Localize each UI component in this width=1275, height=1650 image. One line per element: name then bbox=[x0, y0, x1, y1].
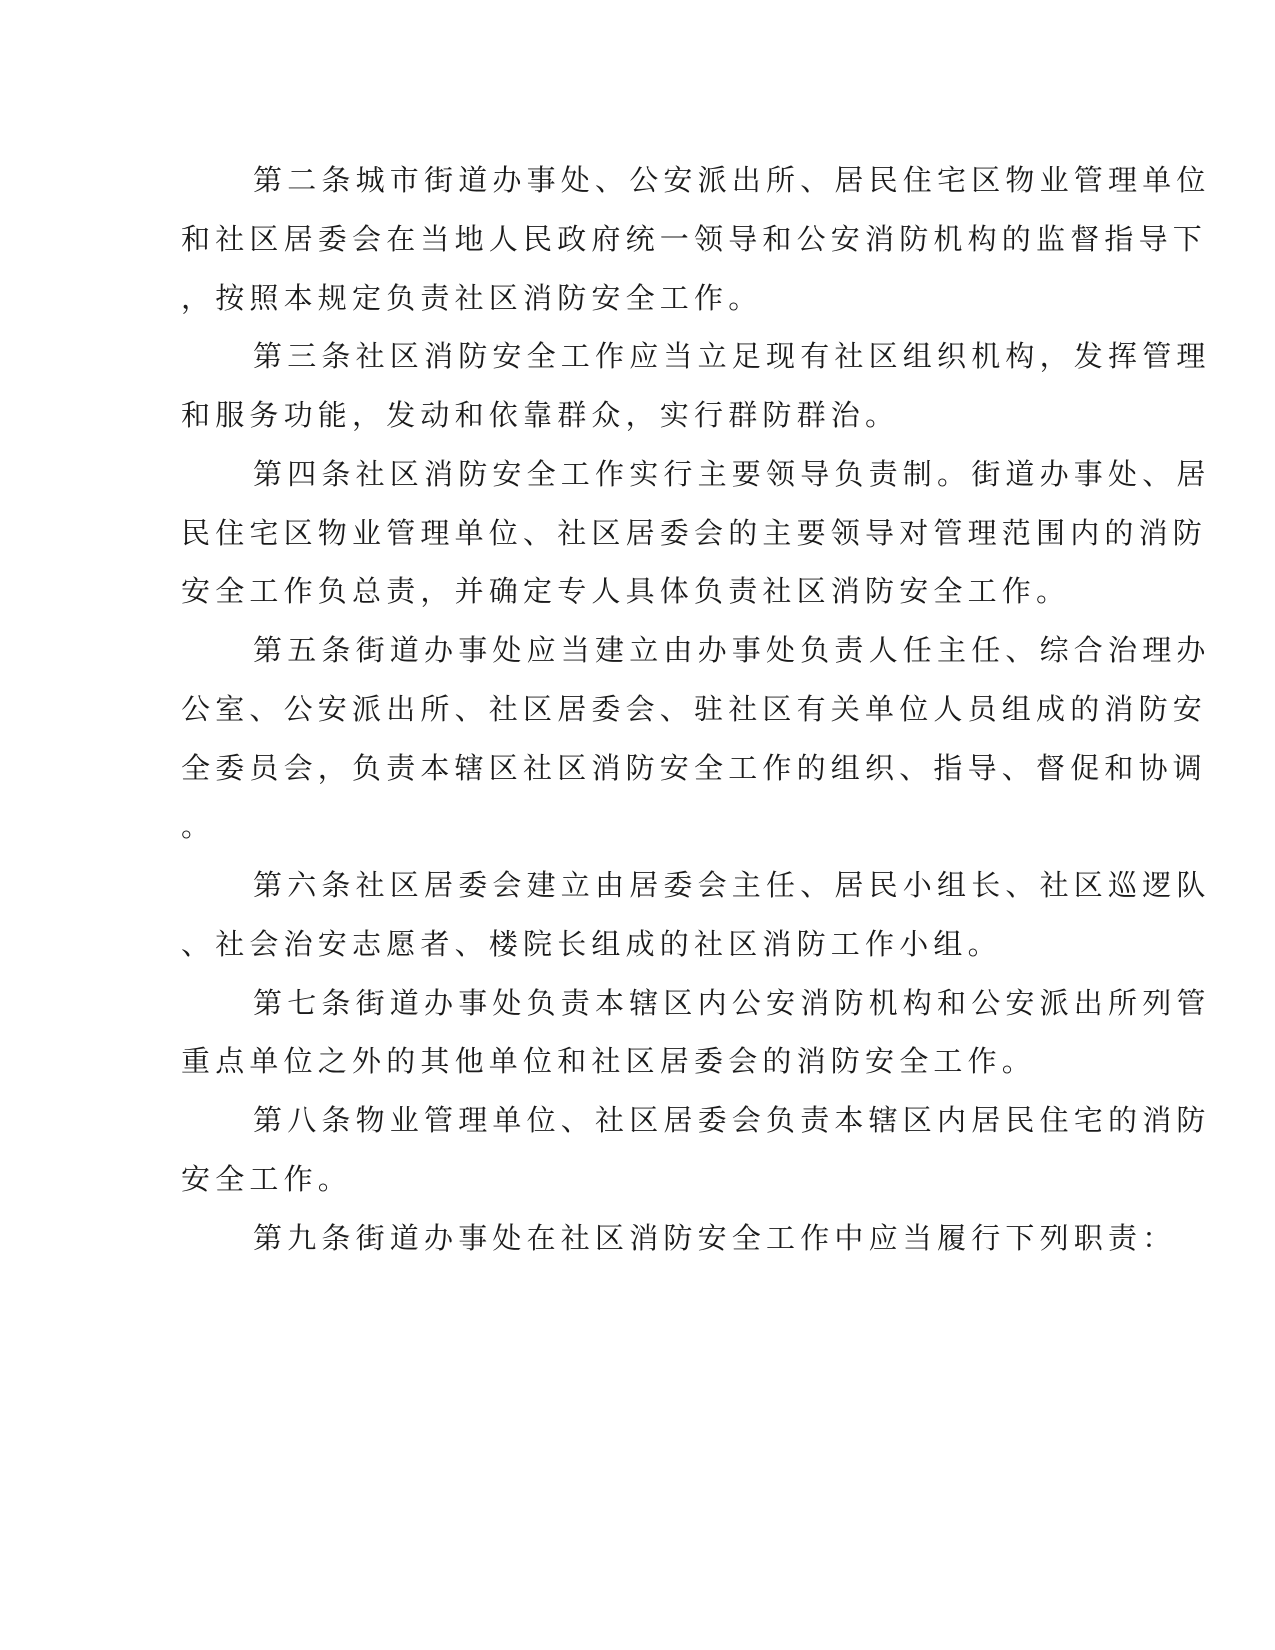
article-2-line-3: ，按照本规定负责社区消防安全工作。 bbox=[181, 281, 763, 315]
article-3-line-2: 和服务功能，发动和依靠群众，实行群防群治。 bbox=[181, 398, 900, 432]
article-5-line-2: 公室、公安派出所、社区居委会、驻社区有关单位人员组成的消防安 bbox=[181, 692, 1208, 726]
article-2-line-1: 第二条城市街道办事处、公安派出所、居民住宅区物业管理单位 bbox=[253, 163, 1211, 197]
article-6-line-2: 、社会治安志愿者、楼院长组成的社区消防工作小组。 bbox=[181, 927, 1002, 961]
article-4-line-3: 安全工作负总责，并确定专人具体负责社区消防安全工作。 bbox=[181, 574, 1071, 608]
article-5-line-3: 全委员会，负责本辖区社区消防安全工作的组织、指导、督促和协调 bbox=[181, 751, 1208, 785]
article-2-line-2: 和社区居委会在当地人民政府统一领导和公安消防机构的监督指导下 bbox=[181, 222, 1208, 256]
article-6-line-1: 第六条社区居委会建立由居委会主任、居民小组长、社区巡逻队 bbox=[253, 868, 1211, 902]
article-8-line-2: 安全工作。 bbox=[181, 1162, 353, 1196]
article-5-line-1: 第五条街道办事处应当建立由办事处负责人任主任、综合治理办 bbox=[253, 633, 1211, 667]
article-9-line-1: 第九条街道办事处在社区消防安全工作中应当履行下列职责： bbox=[253, 1221, 1177, 1255]
article-4-line-2: 民住宅区物业管理单位、社区居委会的主要领导对管理范围内的消防 bbox=[181, 516, 1208, 550]
article-8-line-1: 第八条物业管理单位、社区居委会负责本辖区内居民住宅的消防 bbox=[253, 1103, 1211, 1137]
article-5-line-4: 。 bbox=[181, 809, 216, 843]
article-7-line-2: 重点单位之外的其他单位和社区居委会的消防安全工作。 bbox=[181, 1044, 1037, 1078]
article-3-line-1: 第三条社区消防安全工作应当立足现有社区组织机构，发挥管理 bbox=[253, 339, 1211, 373]
article-4-line-1: 第四条社区消防安全工作实行主要领导负责制。街道办事处、居 bbox=[253, 457, 1211, 491]
article-7-line-1: 第七条街道办事处负责本辖区内公安消防机构和公安派出所列管 bbox=[253, 986, 1211, 1020]
